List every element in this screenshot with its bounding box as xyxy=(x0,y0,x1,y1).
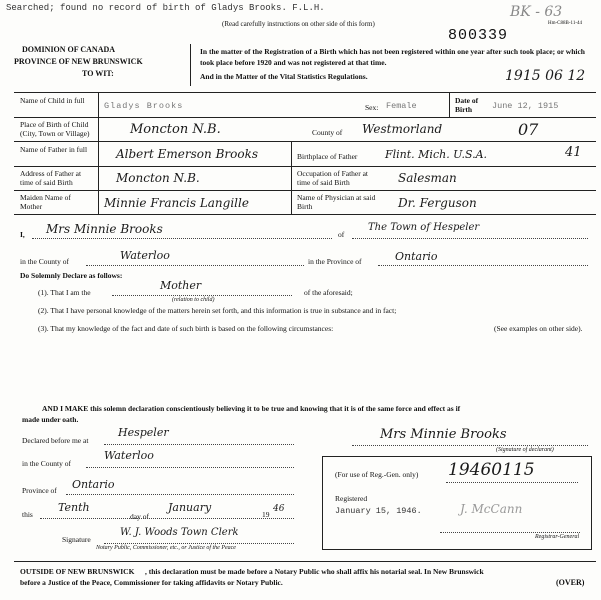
value-declarant: Mrs Minnie Brooks xyxy=(46,222,163,236)
grid-line xyxy=(449,93,450,117)
date-code: 1915 06 12 xyxy=(505,68,586,84)
registry-label: (For use of Reg.-Gen. only) xyxy=(335,470,419,479)
declarant-signature: Mrs Minnie Brooks xyxy=(380,427,507,442)
label-closing-province: Province of xyxy=(22,486,57,495)
label-father-occupation: Occupation of Father at time of said Birth xyxy=(297,169,369,187)
label-place-of-birth: Place of Birth of Child (City, Town or Village) xyxy=(20,120,90,138)
label-father-birthplace: Birthplace of Father xyxy=(297,152,358,161)
grid-line xyxy=(14,117,596,118)
grid-line xyxy=(98,93,99,214)
grid-line xyxy=(14,214,596,215)
label-signature: Signature xyxy=(62,535,91,544)
label-sex: Sex: xyxy=(365,103,379,112)
label-county: County of xyxy=(312,128,343,137)
statement-1-end: of the aforesaid; xyxy=(304,288,353,297)
instructions-note: (Read carefully instructions on other side of this form) xyxy=(222,20,375,28)
registrar-signature: J. McCann xyxy=(460,502,523,516)
label-year-prefix: 19 xyxy=(262,510,270,519)
fill-line xyxy=(32,238,332,239)
label-father-address: Address of Father at time of said Birth xyxy=(20,169,82,187)
jurisdiction-dominion: DOMINION OF CANADA xyxy=(22,45,116,54)
value-father-birthplace-code: 41 xyxy=(565,145,582,160)
value-relation: Mother xyxy=(160,279,202,292)
registered-date: January 15, 1946. xyxy=(335,506,422,516)
registered-label: Registered xyxy=(335,494,368,503)
value-county-code: 07 xyxy=(518,120,539,139)
grid-line xyxy=(14,141,596,142)
notary-caption: Notary Public, Commissioner, etc., or Justice of the Peace xyxy=(96,545,236,551)
fill-line xyxy=(446,482,578,483)
statement-3: (3). That my knowledge of the fact and date of such birth is based on the following circumstances: xyxy=(38,324,334,333)
value-county: Westmorland xyxy=(362,122,443,136)
label-mother-maiden: Maiden Name of Mother xyxy=(20,193,71,211)
registration-stamp: 800339 xyxy=(448,27,509,44)
matter-registration: In the matter of the Registration of a Birth which has not been registered within one year after such took place; or which took place before 1920 and was not registered at that time. xyxy=(200,47,585,67)
fill-line xyxy=(86,467,294,468)
search-note: Searched; found no record of birth of Gladys Brooks. F.L.H. xyxy=(6,3,325,13)
form-code: Hm-C88B-11-44 xyxy=(548,21,582,26)
statement-2: (2). That I have personal knowledge of the matters herein set forth, and this information is true in substance and in fact; xyxy=(38,306,397,315)
value-closing-province: Ontario xyxy=(72,478,115,491)
statement-1: (1). That I am the xyxy=(38,288,91,297)
value-date-of-birth: June 12, 1915 xyxy=(492,101,559,111)
grid-line xyxy=(291,142,292,214)
solemn-declaration: AND I MAKE this solemn declaration conscientiously believing it to be true and knowing that it is of the same force and effect as if xyxy=(42,404,461,413)
fill-line xyxy=(40,518,294,519)
label-of: of xyxy=(338,230,345,239)
fill-line xyxy=(352,445,588,446)
label-i: I, xyxy=(20,230,25,239)
label-date-of-birth: Date of Birth xyxy=(455,96,479,114)
value-father-birthplace: Flint. Mich. U.S.A. xyxy=(385,148,488,161)
value-place-of-birth: Moncton N.B. xyxy=(130,122,221,137)
value-day: Tenth xyxy=(58,501,90,514)
value-month: January xyxy=(168,501,212,514)
value-father-name: Albert Emerson Brooks xyxy=(116,147,258,161)
value-father-address: Moncton N.B. xyxy=(116,171,200,185)
label-closing-county: in the County of xyxy=(22,459,71,468)
file-reference: BK - 63 xyxy=(510,4,563,20)
fill-line xyxy=(104,444,294,445)
matter-regulations: And in the Matter of the Vital Statistics Regulations. xyxy=(200,72,368,81)
statement-3-note: (See examples on other side). xyxy=(494,324,583,333)
label-day-of: day of xyxy=(130,512,149,521)
label-declared-before: Declared before me at xyxy=(22,436,89,445)
footer-over: (OVER) xyxy=(556,578,585,587)
label-child-name: Name of Child in full xyxy=(20,96,85,105)
fill-line xyxy=(86,265,304,266)
relation-caption: (relation to child) xyxy=(172,297,215,303)
solemn-declaration-end: made under oath. xyxy=(22,415,79,424)
jurisdiction-province: PROVINCE OF NEW BRUNSWICK xyxy=(14,57,143,66)
footer-line1: , this declaration must be made before a Notary Public who shall affix his notarial seal. In New Brunswick xyxy=(145,567,484,576)
label-physician: Name of Physician at said Birth xyxy=(297,193,376,211)
value-closing-county: Waterloo xyxy=(104,449,154,462)
label-in-county: in the County of xyxy=(20,257,69,266)
registrar-caption: Registrar-General xyxy=(535,534,580,540)
value-physician: Dr. Ferguson xyxy=(398,196,477,210)
value-child-name: Gladys Brooks xyxy=(104,101,184,111)
label-father-name: Name of Father in full xyxy=(20,145,88,154)
label-in-province: in the Province of xyxy=(308,257,362,266)
footer-bold: OUTSIDE OF NEW BRUNSWICK xyxy=(20,567,135,576)
footer-divider xyxy=(14,561,596,562)
fill-line xyxy=(440,532,580,533)
grid-line xyxy=(14,190,596,191)
fill-line xyxy=(352,238,588,239)
value-sex: Female xyxy=(386,101,417,111)
fill-line xyxy=(112,295,292,296)
fill-line xyxy=(378,265,588,266)
declare-heading: Do Solemnly Declare as follows: xyxy=(20,271,123,280)
fill-line xyxy=(66,494,294,495)
value-declarant-county: Waterloo xyxy=(120,249,170,262)
value-declared-place: Hespeler xyxy=(118,426,169,439)
value-declarant-town: The Town of Hespeler xyxy=(368,222,480,233)
value-year: 46 xyxy=(273,504,285,514)
registry-number: 19460115 xyxy=(448,460,535,480)
fill-line xyxy=(104,543,294,544)
declarant-caption: (Signature of declarant) xyxy=(496,447,554,453)
value-mother-maiden: Minnie Francis Langille xyxy=(104,196,249,210)
grid-line xyxy=(14,166,596,167)
label-this: this xyxy=(22,510,33,519)
jurisdiction-to-wit: TO WIT: xyxy=(82,69,114,78)
value-declarant-province: Ontario xyxy=(395,250,438,263)
grid-line xyxy=(14,92,596,93)
header-divider xyxy=(190,44,191,86)
notary-signature: W. J. Woods Town Clerk xyxy=(120,527,239,538)
footer-line2: before a Justice of the Peace, Commissioner for taking affidavits or Notary Public. xyxy=(20,578,283,587)
value-father-occupation: Salesman xyxy=(398,171,457,185)
